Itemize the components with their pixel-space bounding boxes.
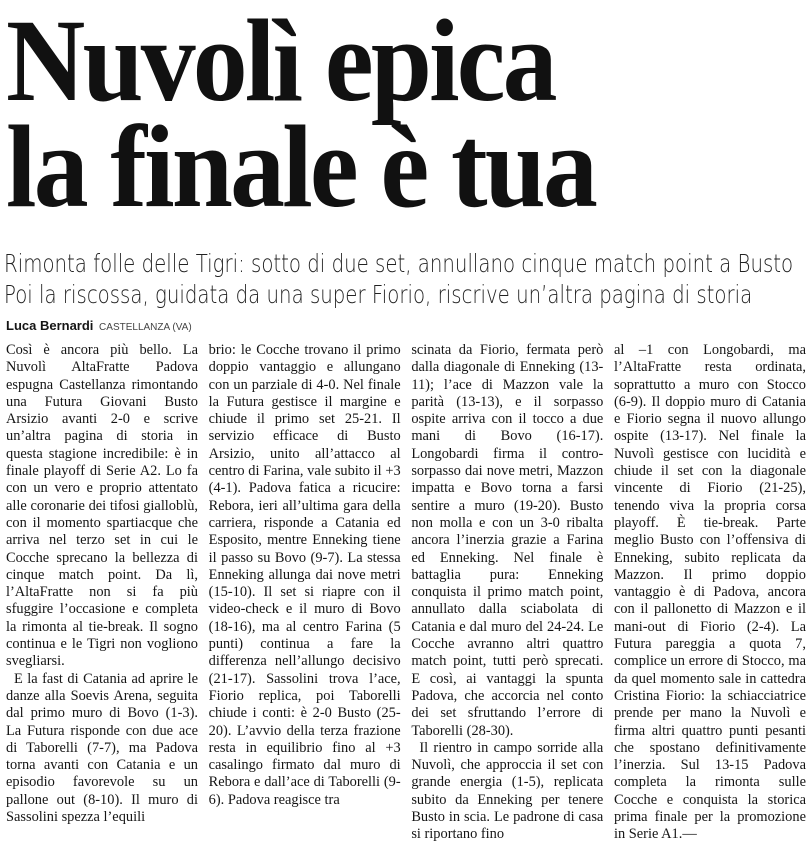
paragraph: brio: le Cocche trovano il primo doppio vantaggio e allungano con un parziale di 4-0. Nel finale la Futura gestisce il margine e chiude il primo set 25-21. Il servizio efficace di Busto Arsizio, unito all’attacco al centro di Farina, vale subito il +3 (4-1). Padova fatica a ricucire: Rebora, ieri all’ultima gara della carriera, risponde a Catania ed Esposito, mentre Enneking tiene il passo su Bovo (9-7). La stessa Enneking allunga dai nove metri (15-10). Il set si riapre con il video-check e il muro di Bovo (18-16), ma al centro Farina (5 punti) continua a fare la differenza nell’allungo decisivo (21-17). Sassolini trova l’ace, Fiorio replica, poi Taborelli chiude i conti: è 2-0 Busto (25-20). L’avvio della terza frazione resta in equilibrio fino al +3 casalingo firmato dal muro di Rebora e dall’ace di Taborelli (9-6). Padova reagisce tra — [208, 342, 401, 808]
headline — [6, 0, 750, 232]
byline-author: Luca Bernardi — [6, 318, 94, 333]
subtitle — [4, 248, 794, 310]
byline-place: CASTELLANZA (VA) — [99, 322, 192, 333]
article-body — [6, 342, 806, 843]
paragraph: Il rientro in campo sorride alla Nuvolì, che approccia il set con grande energia (1-5), replicata subito da Enneking per tenere Busto in scia. Le padrone di casa si riportano fino — [411, 739, 604, 843]
paragraph: E la fast di Catania ad aprire le danze alla Soevis Arena, seguita dal primo muro di Bovo (1-3). La Futura risponde con due ace di Taborelli (7-7), ma Padova torna avanti con Catania e un episodio favorevole su un pallone out (8-10). Il muro di Sassolini spezza l’equili — [6, 670, 198, 826]
article-column-2 — [209, 342, 401, 837]
paragraph: Così è ancora più bello. La Nuvolì AltaFratte Padova espugna Castellanza rimontando una Futura Giovani Busto Arsizio avanti 2-0 e scrive un’altra pagina di storia in questa stagione incredibile: è in finale playoff di Serie A2. Lo fa con un vero e proprio attentato alle coronarie dei tifosi gialloblù, con il momento spartiacque che arriva nel terzo set in cui le Cocche sprecano la bellezza di cinque match point. Da lì, l’AltaFratte non si fa più sfuggire l’occasione e completa la rimonta al tie-break. Il sogno continua e le Tigri non vogliono svegliarsi. — [6, 342, 198, 670]
article-column-4 — [613, 342, 806, 843]
subtitle-line-1: Rimonta folle delle Tigri: sotto di due set, annullano cinque match point a Busto — [4, 249, 794, 278]
headline-line-2: la finale è tua — [6, 101, 596, 232]
byline — [6, 318, 606, 333]
subtitle-line-2: Poi la riscossa, guidata da una super Fiorio, riscrive un’altra pagina di storia — [4, 280, 753, 309]
paragraph: al –1 con Longobardi, ma l’AltaFratte resta ordinata, soprattutto a muro con Stocco (6-9). Il doppio muro di Catania e Fiorio segna il nuovo allungo ospite (13-17). Nel finale la Nuvolì gestisce con lucidità e chiude il set con la diagonale vincente di Fiorio (21-25), tenendo viva la propria corsa playoff. È tie-break. Parte meglio Busto con l’offensiva di Enneking, subito replicata da Mazzon. Il primo doppio vantaggio è di Padova, ancora con il pallonetto di Mazzon e il mani-out di Fiorio (2-4). La Futura pareggia a quota 7, complice un errore di Stocco, ma da quel momento sale in cattedra Cristina Fiorio: la schiacciatrice prende per mano la Nuvolì e firma altri quattro punti pesanti che spostano definitivamente l’inerzia. Sul 13-15 Padova completa la rimonta sulle Cocche e conquista la storica prima finale per la promozione in Serie A1.— — [613, 342, 806, 843]
article-column-1 — [6, 342, 198, 837]
paragraph: scinata da Fiorio, fermata però dalla diagonale di Enneking (13-11); l’ace di Mazzon vale la parità (13-13), e il sorpasso ospite arriva con il tocco a due mani di Bovo (16-17). Longobardi firma il contro-sorpasso dai nove metri, Mazzon impatta e Bovo torna a farsi sentire a muro (19-20). Busto non molla e con un 3-0 ribalta ancora l’inerzia grazie a Farina ed Enneking. Nel finale è battaglia pura: Enneking conquista il primo match point, annullato dalla sciabolata di Catania e dal muro del 24-24. Le Cocche avranno altri quattro match point, tutti però sprecati. E così, ai vantaggi la spunta Padova, che accorcia nel conto dei set sfruttando l’errore di Taborelli (28-30). — [411, 342, 604, 739]
headline-line-1: Nuvolì epica — [6, 0, 555, 126]
article-column-3 — [411, 342, 604, 843]
